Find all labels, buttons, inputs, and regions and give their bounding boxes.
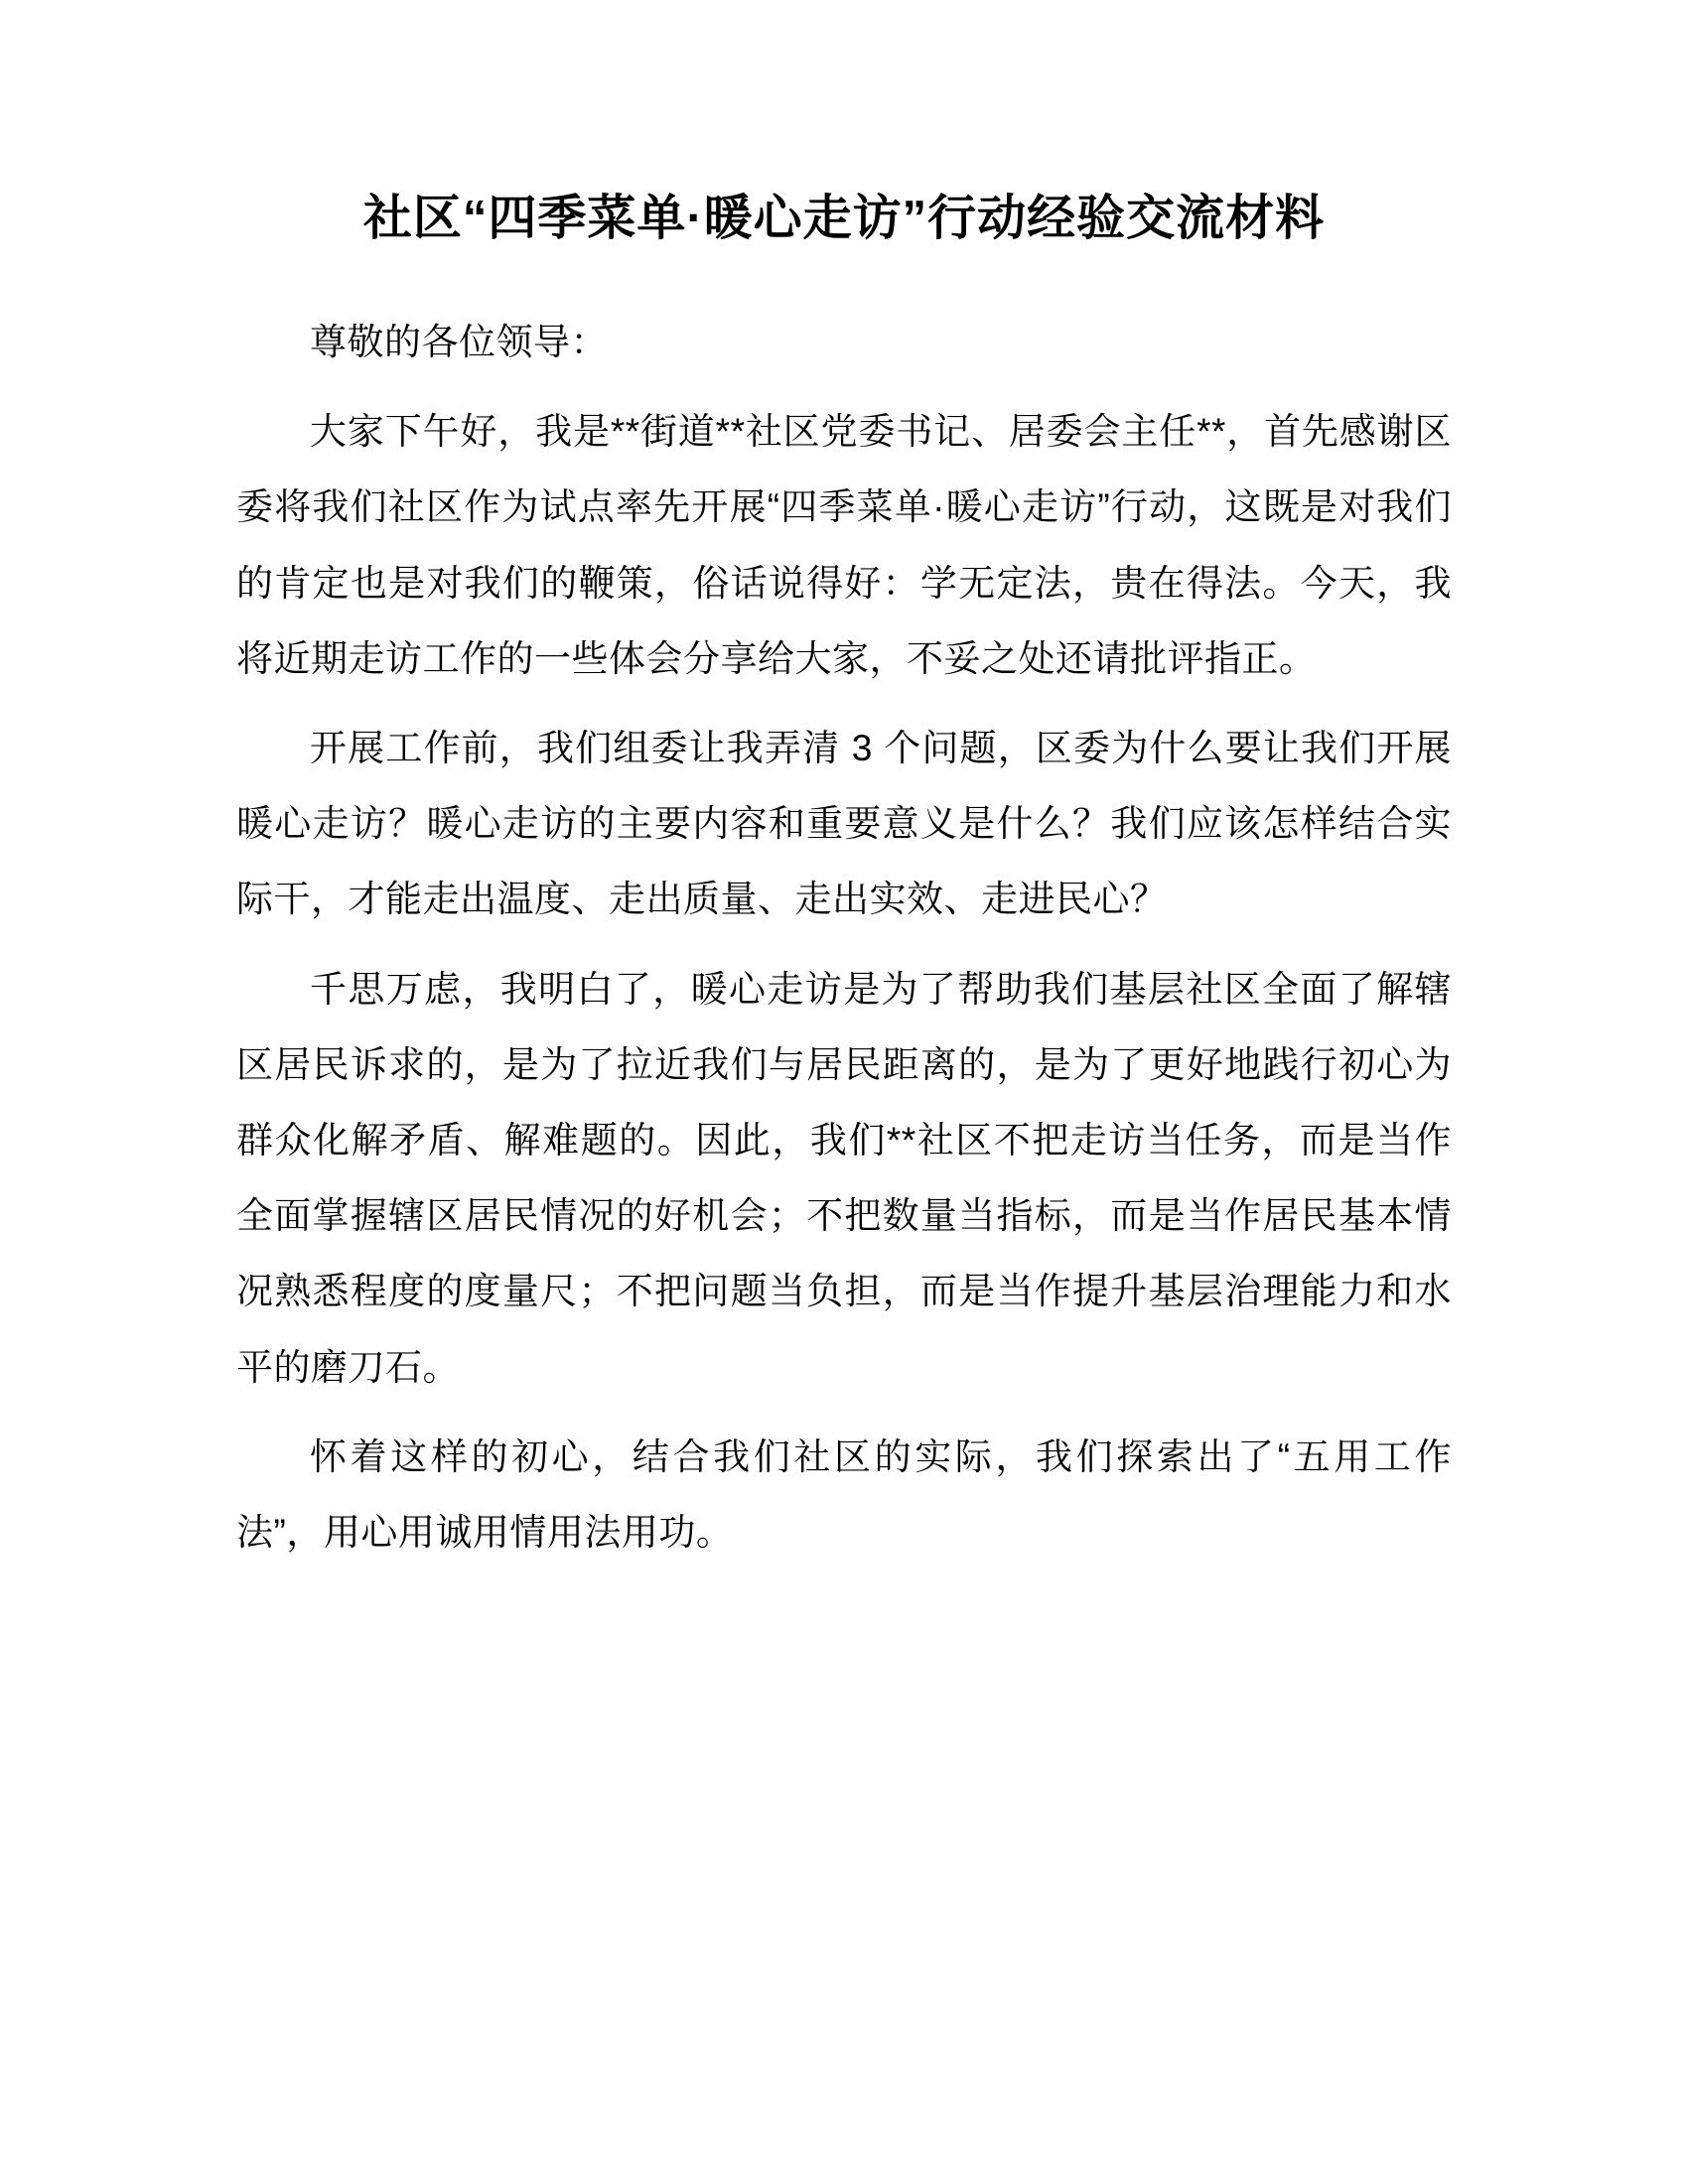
paragraph-five-methods: 怀着这样的初心，结合我们社区的实际，我们探索出了“五用工作法”，用心用诚用情用法用功。 xyxy=(236,1435,1452,1554)
document-title: 社区“四季菜单·暖心走访”行动经验交流材料 xyxy=(362,192,1326,245)
paragraph-salutation: 尊敬的各位领导： xyxy=(310,321,608,362)
paragraph-understanding: 千思万虑，我明白了，暖心走访是为了帮助我们基层社区全面了解辖区居民诉求的，是为了拉近我们与居民距离的，是为了更好地践行初心为群众化解矛盾、解难题的。因此，我们**社区不把走访当任务，而是当作全面掌握辖区居民情况的好机会；不把数量当指标，而是当作居民基本情况熟悉程度的度量尺；不把问题当负担，而是当作提升基层治理能力和水平的磨刀石。 xyxy=(236,968,1452,1388)
paragraph-introduction: 大家下午好，我是**街道**社区党委书记、居委会主任**，首先感谢区委将我们社区作为试点率先开展“四季菜单·暖心走访”行动，这既是对我们的肯定也是对我们的鞭策，俗话说得好：学无定法，贵在得法。今天，我将近期走访工作的一些体会分享给大家，不妥之处还请批评指正。 xyxy=(236,411,1452,679)
paragraph-three-questions: 开展工作前，我们组委让我弄清 3 个问题，区委为什么要让我们开展暖心走访？暖心走访的主要内容和重要意义是什么？我们应该怎样结合实际干，才能走出温度、走出质量、走出实效、走进民心？ xyxy=(236,727,1452,920)
